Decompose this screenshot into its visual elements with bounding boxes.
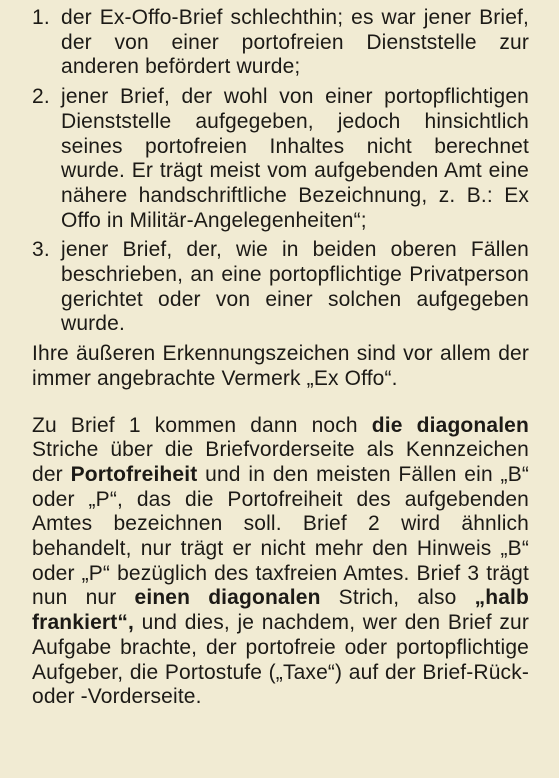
list-item <box>32 85 529 233</box>
list-item-number: 1. <box>32 6 50 29</box>
list-item <box>32 6 529 80</box>
list-item-number: 2. <box>32 85 50 109</box>
detail-bold-portofreiheit: Portofreiheit <box>70 462 198 486</box>
detail-bold-one-diagonal: einen diagonalen <box>134 586 321 610</box>
detail-bold-diagonal-strokes: die diagonalen <box>371 413 529 437</box>
detail-text-4: Strich, also <box>320 586 475 610</box>
detail-text-5: und dies, je nachdem, wer den Brief zur Aufgabe brachte, der portofreie oder portopflichtige Aufgeber, die Portostufe („Taxe“) auf der Brief-Rück- oder -Vorderseite. <box>32 611 529 709</box>
list-item-text: jener Brief, der, wie in beiden oberen Fällen beschrieben, an eine portopflichtige Privatperson gerichtet oder von einer solchen aufgegeben wurde. <box>61 238 529 336</box>
detail-text-1: Zu Brief 1 kommen dann noch <box>32 413 372 437</box>
document-page <box>32 6 529 710</box>
detail-paragraph <box>32 414 529 710</box>
numbered-list <box>32 6 529 337</box>
list-item-number: 3. <box>32 238 50 262</box>
list-item <box>32 238 529 337</box>
detail-text-2: Striche über die Briefvorderseite als Kennzeichen der <box>32 438 529 486</box>
list-item-text: jener Brief, der wohl von einer portopflichtigen Dienststelle aufgegeben, jedoch hinsichtlich seines portofreien Inhaltes nicht berechnet wurde. Er trägt meist vom aufgebenden Amt eine nähere handschriftliche Bezeichnung, z. B.: Ex Offo in Militär-Angelegenheiten“; <box>61 85 529 232</box>
detail-text-3: und in den meisten Fällen ein „B“ oder „P“, das die Portofreiheit des aufgebenden Amtes bezeichnen soll. Brief 2 wird ähnlich behandelt, nur trägt er nicht mehr den Hinweis „B“ oder „P“ bezüglich des taxfreien Amtes. Brief 3 trägt nun nur <box>32 462 529 610</box>
detail-bold-halb-frankiert: „halb frankiert“, <box>32 586 529 635</box>
list-item-text: der Ex-Offo-Brief schlechthin; es war jener Brief, der von einer portofreien Dienststelle zur anderen befördert wurde; <box>61 6 529 79</box>
summary-paragraph: Ihre äußeren Erkennungszeichen sind vor allem der immer angebrachte Vermerk „Ex Offo“. <box>32 342 529 390</box>
